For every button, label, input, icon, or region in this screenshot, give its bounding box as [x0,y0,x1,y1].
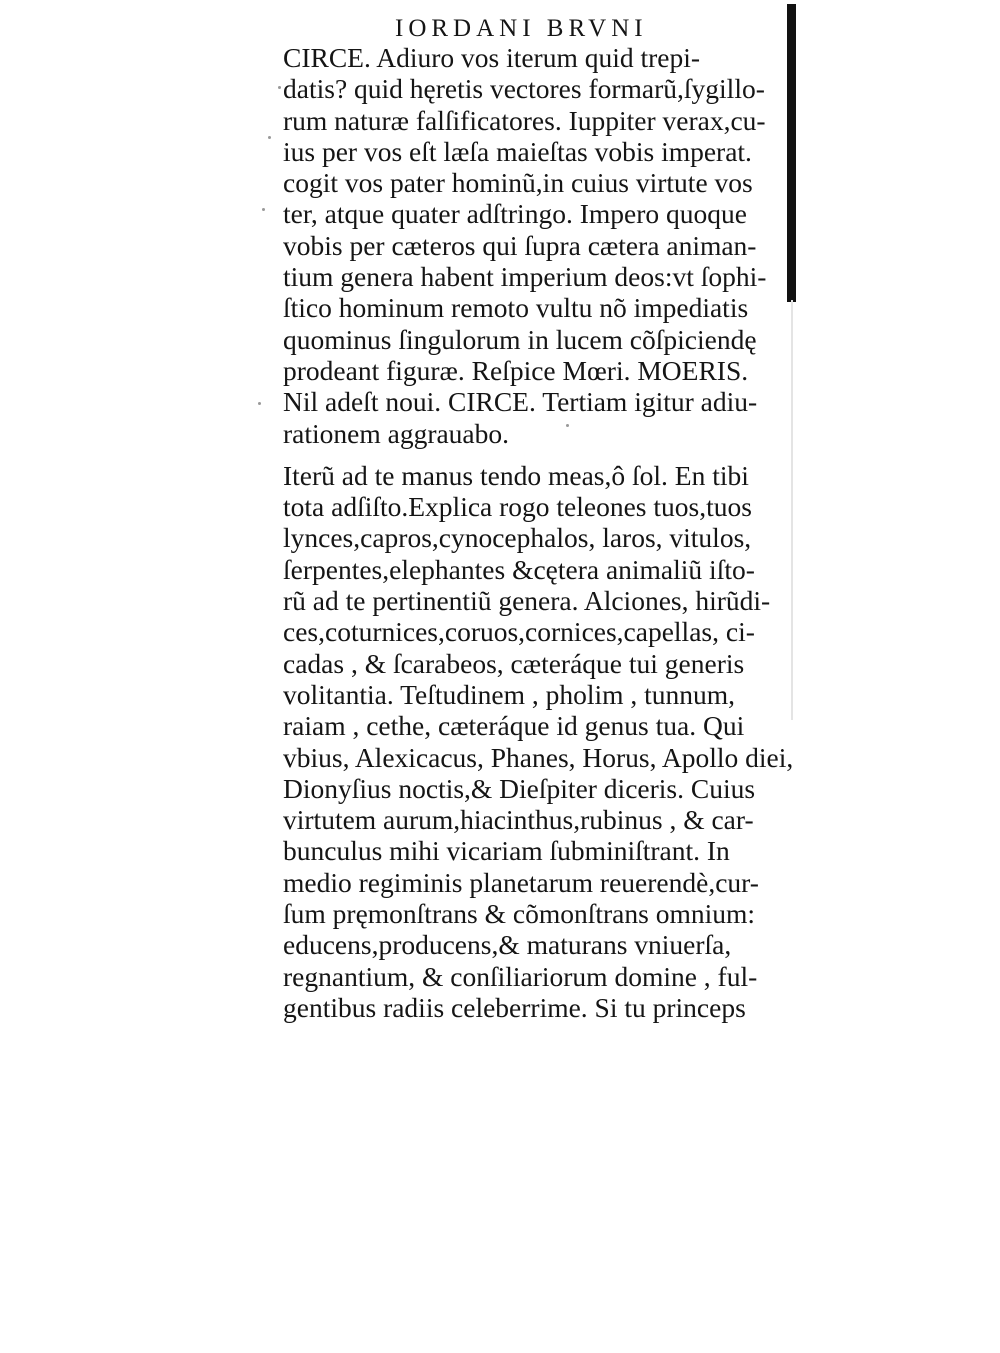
text-line: Nil adeſt noui. CIRCE. Tertiam igitur adiu- [283,386,758,418]
text-line: prodeant figuræ. Reſpice Mœri. MOERIS. [283,354,749,386]
text-line: rum naturæ falſificatores. Iuppiter verax,cu- [283,104,766,136]
ink-speck [278,86,281,89]
text-line: rationem aggrauabo. [283,417,510,449]
text-line: vbius, Alexicacus, Phanes, Horus, Apollo diei, [283,741,794,773]
ink-speck [262,208,265,211]
text-line: regnantium, & conſiliariorum domine , ful- [283,960,758,992]
text-line: medio regiminis planetarum reuerendè,cur- [283,866,759,898]
text-line: cadas , & ſcarabeos, cæteráque tui generis [283,647,745,679]
text-line: raiam , cethe, cæteráque id genus tua. Qui [283,710,745,742]
text-line: Dionyſius noctis,& Dieſpiter diceris. Cuius [283,772,756,804]
running-head: IORDANI BRVNI [395,15,648,42]
body-text [283,42,793,1023]
text-line: educens,producens,& maturans vniuerſa, [283,929,732,961]
text-line: volitantia. Teſtudinem , pholim , tunnum, [283,678,736,710]
text-line: Iterũ ad te manus tendo meas,ô ſol. En tibi [283,459,749,491]
text-line: rũ ad te pertinentiũ genera. Alciones, hirũdi- [283,585,771,617]
text-line: ſerpentes,elephantes &cętera animaliũ iſto- [283,553,755,585]
ink-speck [268,136,271,139]
text-line: tium genera habent imperium deos:vt ſophi- [283,261,767,293]
ink-speck [258,402,261,405]
text-line: datis? quid hęretis vectores formarũ,ſygillo- [283,73,765,105]
text-line: tota adſiſto.Explica rogo teleones tuos,tuos [283,491,752,523]
text-line: vobis per cæteros qui ſupra cætera animan- [283,229,757,261]
text-line: CIRCE. Adiuro vos iterum quid trepi- [283,42,701,73]
text-line: ſtico hominum remoto vultu nõ impediatis [283,292,749,324]
text-line: ces,coturnices,coruos,cornices,capellas, ci- [283,616,755,648]
text-line: bunculus mihi vicariam ſubminiſtrant. In [283,835,730,867]
text-line: ius per vos eſt læſa maieſtas vobis imperat. [283,135,752,167]
text-line: virtutem aurum,hiacinthus,rubinus , & car- [283,804,754,836]
text-line: lynces,capros,cynocephalos, laros, vitulos, [283,522,752,554]
text-line: quominus ſingulorum in lucem cõſpiciendę [283,323,757,355]
text-line: gentibus radiis celeberrime. Si tu princeps [283,991,746,1023]
text-line: ter, atque quater adſtringo. Impero quoque [283,198,747,230]
text-line: ſum pręmonſtrans & cõmonſtrans omnium: [283,898,756,930]
text-line: cogit vos pater hominũ,in cuius virtute vos [283,167,753,199]
